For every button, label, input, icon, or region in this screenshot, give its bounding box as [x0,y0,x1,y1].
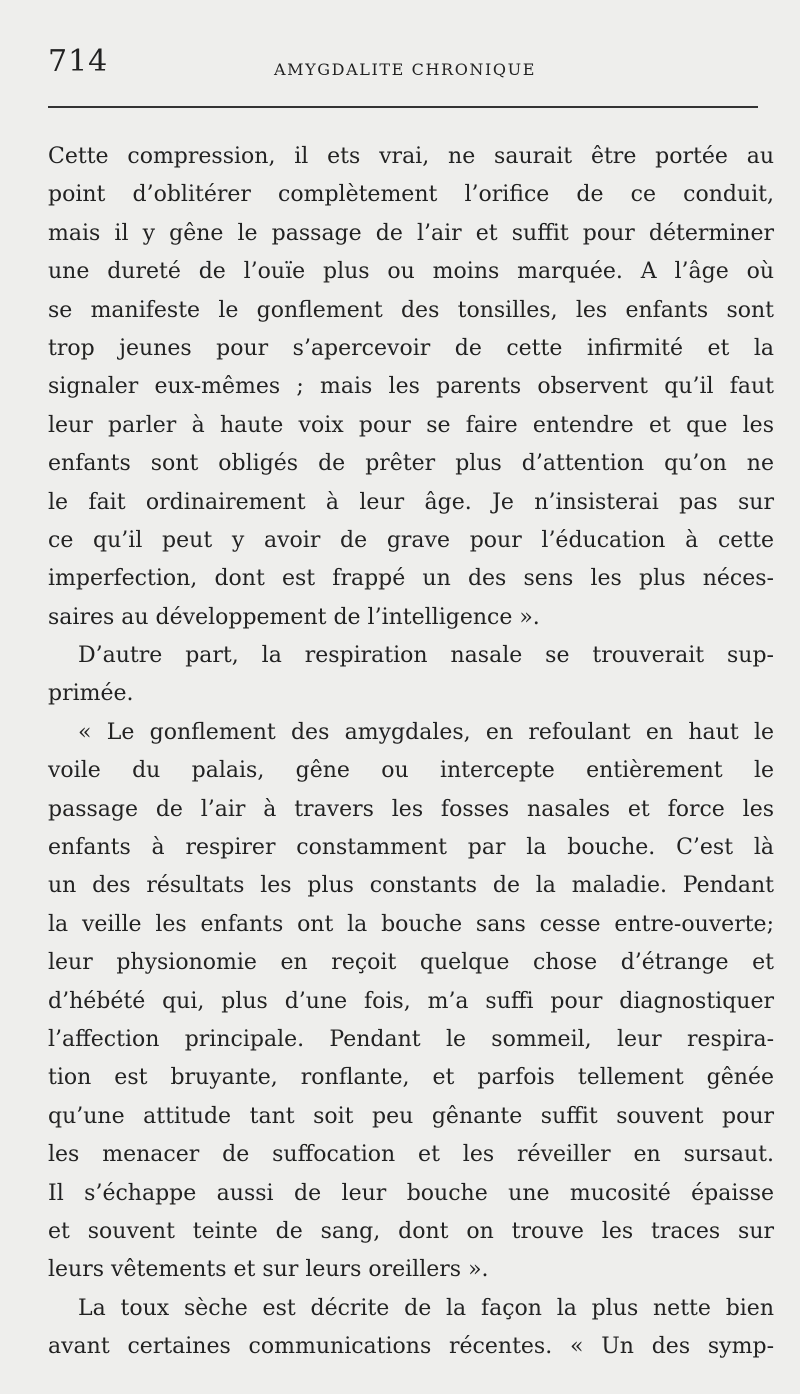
text-line: enfants à respirer constamment par la bouche. C’est là [48,835,774,861]
text-line: saires au développement de l’intelligence ». [48,604,540,630]
text-line: d’hébété qui, plus d’une fois, m’a suffi pour diagnostiquer [48,988,774,1014]
text-line: un des résultats les plus constants de la maladie. Pendant [48,873,774,899]
text-line: Cette compression, il ets vrai, ne saurait être portée au [48,144,774,169]
text-line: se manifeste le gonflement des tonsilles, les enfants sont [48,297,774,323]
running-title: AMYGDALITE CHRONIQUE [274,60,537,79]
text-line: signaler eux-mêmes ; mais les parents observent qu’il faut [48,374,774,400]
text-line: trop jeunes pour s’apercevoir de cette infirmité et la [48,335,774,361]
text-line: l’affection principale. Pendant le sommeil, leur respira- [48,1026,774,1052]
text-line: tion est bruyante, ronflante, et parfois tellement gênée [48,1065,774,1091]
text-line: voile du palais, gêne ou intercepte entièrement le [48,758,774,784]
text-line: la veille les enfants ont la bouche sans cesse entre-ouverte; [48,911,774,937]
text-line: « Le gonflement des amygdales, en refoulant en haut le [78,719,774,745]
text-line: avant certaines communications récentes. « Un des symp- [48,1334,774,1360]
body-text [48,138,774,1367]
text-line: qu’une attitude tant soit peu gênante suffit souvent pour [48,1103,774,1129]
text-line: Il s’échappe aussi de leur bouche une mucosité épaisse [48,1180,774,1206]
text-line: D’autre part, la respiration nasale se trouverait sup- [78,643,774,669]
text-line: ce qu’il peut y avoir de grave pour l’éducation à cette [48,527,774,553]
header-rule [48,106,758,108]
text-line: point d’oblitérer complètement l’orifice de ce conduit, [48,182,774,208]
text-line: et souvent teinte de sang, dont on trouve les traces sur [48,1218,774,1244]
page-header [48,40,760,88]
text-line: mais il y gêne le passage de l’air et suffit pour déterminer [48,220,774,246]
text-line: primée. [48,681,134,707]
text-line: les menacer de suffocation et les réveiller en sursaut. [48,1142,774,1168]
text-line: imperfection, dont est frappé un des sens les plus néces- [48,566,774,592]
text-line: enfants sont obligés de prêter plus d’attention qu’on ne [48,451,774,477]
text-line: passage de l’air à travers les fosses nasales et force les [48,796,774,822]
page-number: 714 [48,44,109,79]
text-line: une dureté de l’ouïe plus ou moins marquée. A l’âge où [48,259,774,285]
text-line: le fait ordinairement à leur âge. Je n’insisterai pas sur [48,489,774,515]
text-line: leurs vêtements et sur leurs oreillers ». [48,1257,489,1283]
text-line: La toux sèche est décrite de la façon la plus nette bien [78,1295,774,1321]
text-line: leur physionomie en reçoit quelque chose d’étrange et [48,950,774,976]
text-line: leur parler à haute voix pour se faire entendre et que les [48,412,774,438]
